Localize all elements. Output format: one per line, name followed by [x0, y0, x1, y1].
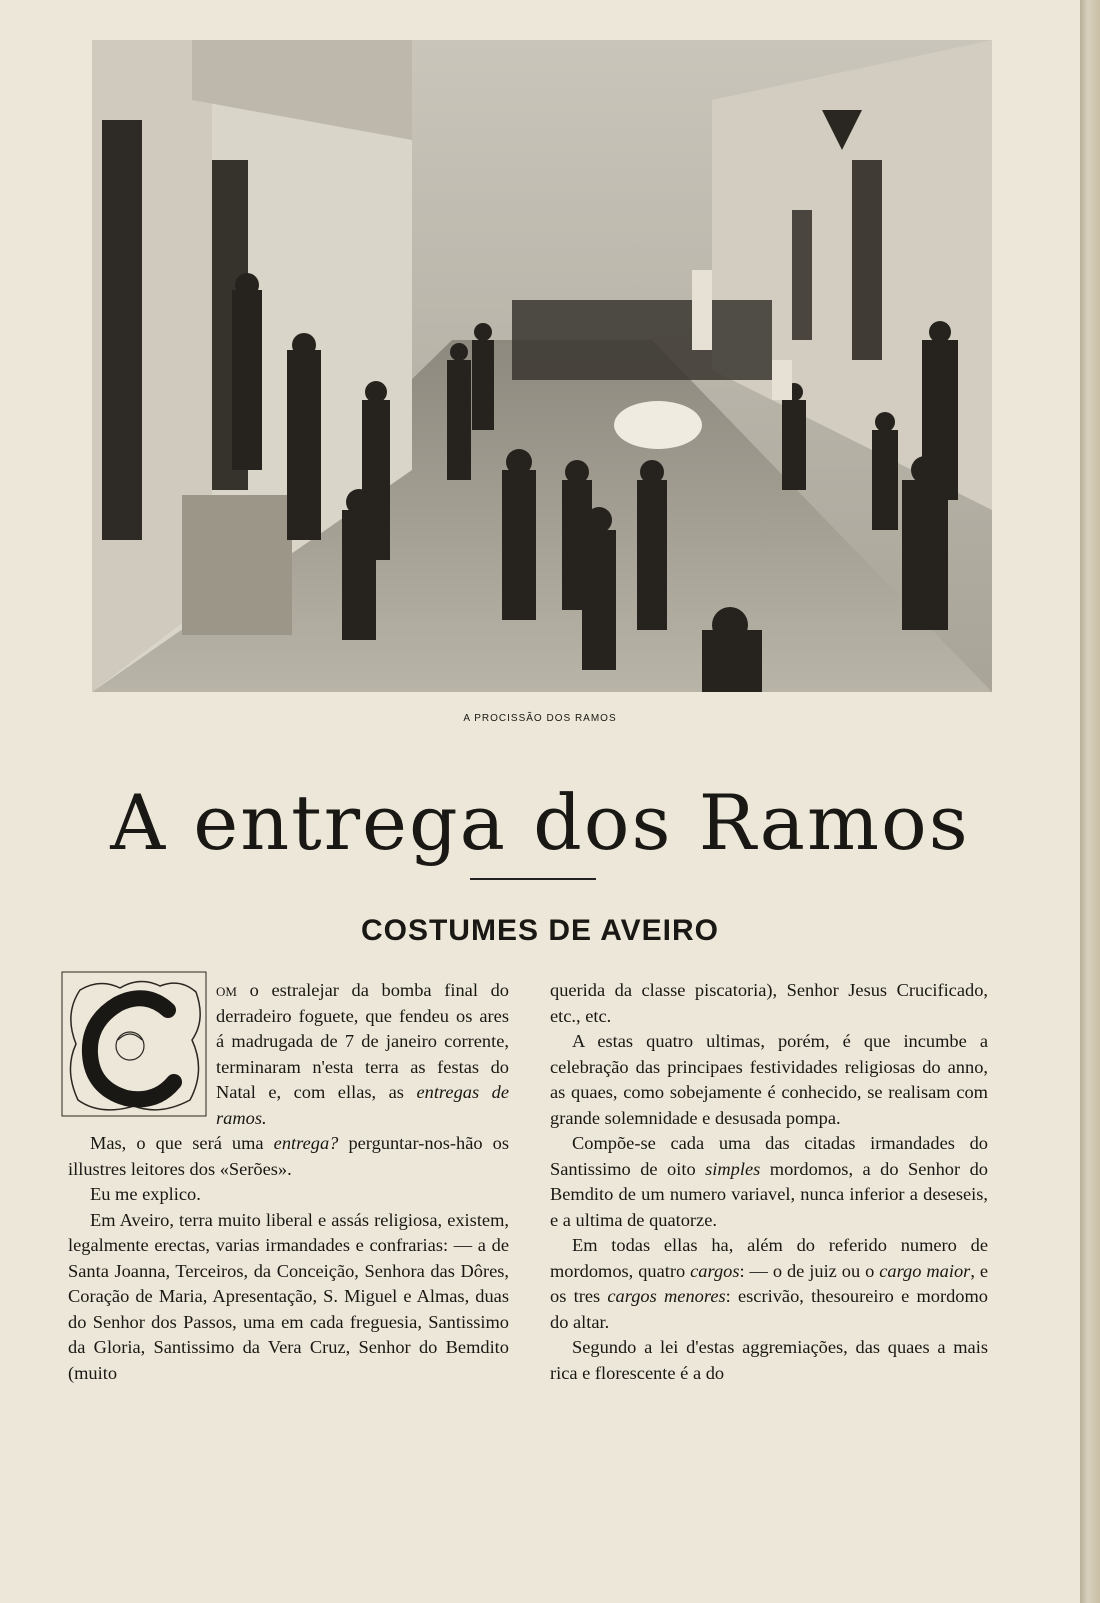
ornamental-dropcap-c	[60, 970, 208, 1118]
paragraph: Mas, o que será uma entrega? perguntar-nos-hão os illustres leitores dos «Serões».	[68, 1133, 509, 1179]
paragraph: Em todas ellas ha, além do referido numero de mordomos, quatro cargos: — o de juiz ou o cargo maior, e os tres cargos menores: escrivão, thesoureiro e mordomo do altar.	[550, 1235, 989, 1332]
paragraph: Eu me explico.	[90, 1184, 201, 1204]
article-title: A entrega dos Ramos	[110, 778, 970, 867]
procession-photo	[92, 40, 992, 692]
article-subtitle: COSTUMES DE AVEIRO	[360, 914, 720, 947]
paragraph: Em Aveiro, terra muito liberal e assás religiosa, existem, legalmente erectas, varias irmandades e confrarias: — a de Santa Joanna, Terceiros, da Conceição, Senhora das Dôres, Coração de Maria, Apresentação, S. Miguel e Almas, duas do Senhor dos Passos, uma em cada freguesia, Santissimo da Gloria, Santissimo da Vera Cruz, Senhor do Bemdito (muito	[68, 1209, 509, 1383]
paragraph: querida da classe piscatoria), Senhor Jesus Crucificado, etc., etc.	[550, 980, 988, 1026]
dropcap-letter: C	[134, 1055, 135, 1056]
paragraph: A estas quatro ultimas, porém, é que incumbe a celebração das principaes festividades religiosas do anno, as quaes, como sobejamente é conhecido, se realisam com grande solemnidade e desusada pompa.	[550, 1031, 988, 1128]
title-divider	[470, 878, 596, 880]
text-column-right	[550, 978, 988, 1386]
page-binding-edge	[1080, 0, 1100, 1603]
photo-caption: A PROCISSÃO DOS RAMOS	[463, 713, 617, 724]
text-column-left	[68, 978, 509, 1386]
paragraph: Compõe-se cada uma das citadas irmandades do Santissimo de oito simples mordomos, a do Senhor do Bemdito de um numero variavel, nunca inferior a deseseis, e a ultima de quatorze.	[550, 1133, 988, 1230]
paragraph: om o estralejar da bomba final do derradeiro foguete, que fendeu os ares á madrugada de 7 de janeiro corrente, terminaram n'esta terra as festas do Natal e, com ellas, as entregas de ramos.	[216, 980, 509, 1128]
paragraph: Segundo a lei d'estas aggremiações, das quaes a mais rica e florescente é a do	[550, 1337, 988, 1383]
street-scene-illustration	[92, 40, 992, 692]
